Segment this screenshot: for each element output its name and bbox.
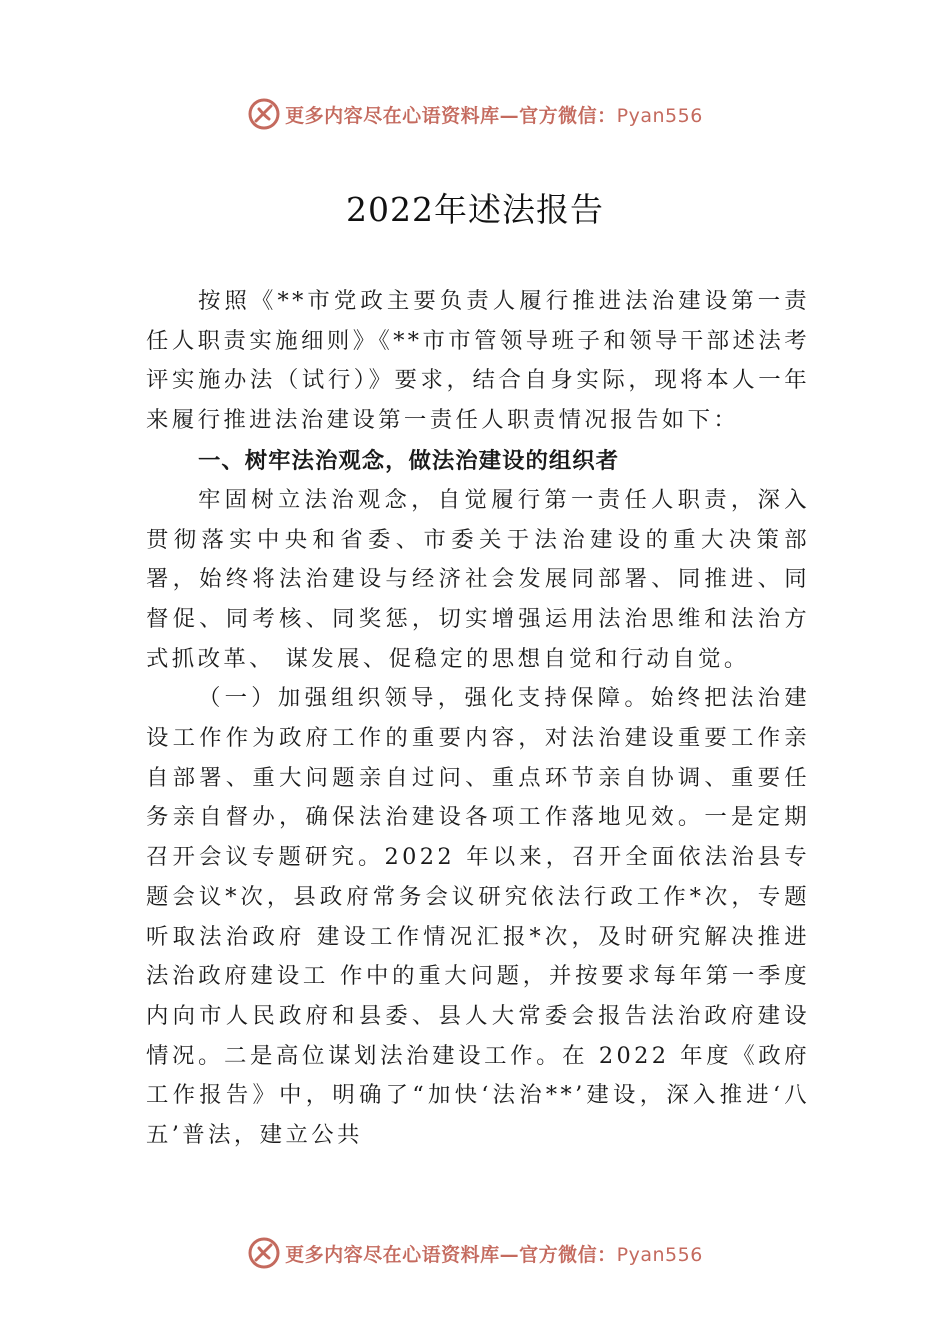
watermark-banner-bottom — [0, 1233, 950, 1273]
section-heading-1: 一、树牢法治观念，做法治建设的组织者 — [198, 447, 620, 474]
document-title: 2022年述法报告 — [346, 190, 604, 229]
document-body — [146, 282, 810, 1156]
seal-logo-icon — [247, 97, 281, 131]
wechat-id: Pyan556 — [616, 104, 703, 127]
intro-paragraph: 按照《**市党政主要负责人履行推进法治建设第一责任人职责实施细则》《**市市管领导班子和领导干部述法考评实施办法（试行）》要求，结合自身实际，现将本人一年来履行推进法治建设第一责任人职责情况报告如下： — [146, 288, 810, 434]
wechat-id: Pyan556 — [616, 1243, 703, 1266]
section-1-paragraph: 牢固树立法治观念，自觉履行第一责任人职责，深入贯彻落实中央和省委、市委关于法治建设的重大决策部署，始终将法治建设与经济社会发展同部署、同推进、同督促、同考核、同奖惩，切实增强运用法治思维和法治方式抓改革、 谋发展、促稳定的思想自觉和行动自觉。 — [146, 486, 810, 672]
seal-logo-icon — [247, 1236, 281, 1270]
watermark-text: 更多内容尽在心语资料库—官方微信：Pyan556 — [285, 1243, 703, 1266]
subsection-1-paragraph: （一）加强组织领导，强化支持保障。始终把法治建设工作作为政府工作的重要内容，对法治建设重要工作亲自部署、重大问题亲自过问、重点环节亲自协调、重要任务亲自督办，确保法治建设各项工作落地见效。一是定期召开会议专题研究。2022 年以来，召开全面依法治县专题会议*次，县政府常务会议研究依法行政工作*次，专题听取法治政府 建设工作情况汇报*次，及时研究解决推进法治政府建设工 作中的重大问题，并按要求每年第一季度内向市人民政府和县委、县人大常委会报告法治政府建设情况。二是高位谋划法治建设工作。在 2022 年度《政府工作报告》中，明确了“加快‘法治**’建设，深入推进‘八五’普法，建立公共 — [146, 685, 810, 1149]
watermark-text: 更多内容尽在心语资料库—官方微信：Pyan556 — [285, 104, 703, 127]
watermark-banner-top — [0, 94, 950, 134]
